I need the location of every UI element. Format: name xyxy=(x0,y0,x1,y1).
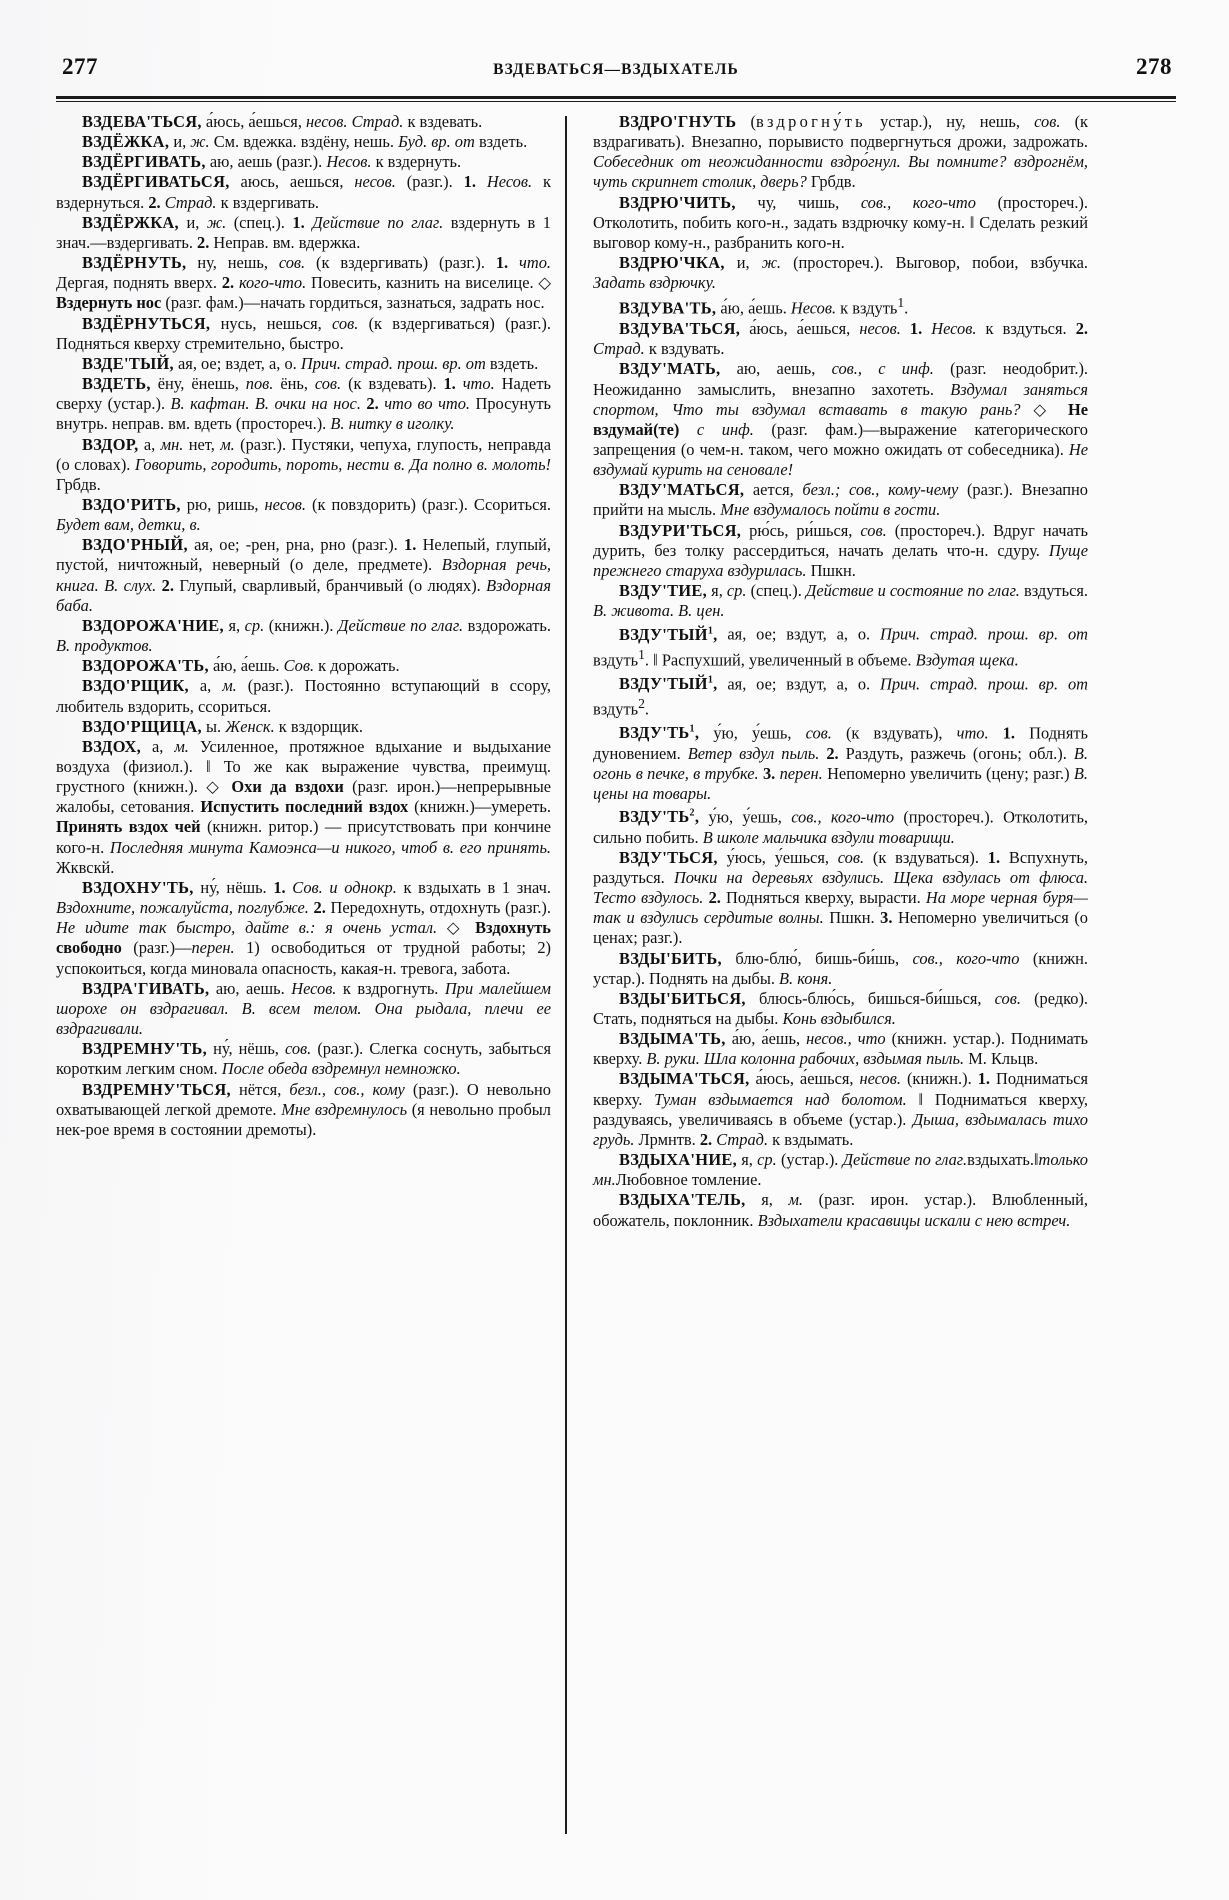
dictionary-entry: $ВЗДУ'ТЬ^1$, у́ю, у́ешь, сов. (к вздувать), что. 1. Поднять дуновением. Ветер вздул пыль. 2. Раздуть, разжечь (огонь; обл.). В. огонь в печке, в трубке. 3. перен. Непомерно увеличить (цену; разг.) В. цены на товары. xyxy=(593,723,1088,803)
dictionary-entry: ВЗДРЕМНУ'ТЬ, ну́, нёшь, сов. (разг.). Слегка соснуть, забыться коротким легким сном. После обеда вздремнул немножко. xyxy=(56,1039,551,1079)
dictionary-entry: ВЗДРЕМНУ'ТЬСЯ, нётся, безл., сов., кому (разг.). О невольно охватывающей легкой дремоте. Мне вздремнулось (я невольно пробыл нек-рое время в состоянии дремоты). xyxy=(56,1079,552,1139)
dictionary-entry: ВЗДЁРНУТЬ, ну, нешь, сов. (к вздергивать) (разг.). 1. что. Дергая, поднять вверх. 2. кого-что. Повесить, казнить на виселице. ◇ Вздернуть нос (разг. фам.)—начать гордиться, зазнаться, задрать нос. xyxy=(56,253,551,313)
dictionary-entry: ВЗДРЮ'ЧКА, и, ж. (простореч.). Выговор, побои, взбучка. Задать вздрючку. xyxy=(593,253,1088,293)
dictionary-entry: ВЗДРА'ГИВАТЬ, аю, аешь. Несов. к вздрогнуть. При малейшем шорохе он вздрагивал. В. всем телом. Она рыдала, плечи ее вздрагивали. xyxy=(56,978,551,1039)
folio-right: 278 xyxy=(1136,54,1172,79)
dictionary-entry: ВЗДРЮ'ЧИТЬ, чу, чишь, сов., кого-что (простореч.). Отколотить, побить кого-н., задать вздрючку кому-н. ‖ Сделать резкий выговор кому-н., разбранить кого-н. xyxy=(593,192,1088,252)
dictionary-entry: ВЗДОР, а, мн. нет, м. (разг.). Пустяки, чепуха, глупость, неправда (о словах). Говорить, городить, пороть, нести в. Да полно в. молоть! Грбдв. xyxy=(56,434,551,494)
dictionary-entry: ВЗДО'РНЫЙ, ая, ое; -рен, рна, рно (разг.). 1. Нелепый, глупый, пустой, ничтожный, неверный (о деле, предмете). Вздорная речь, книга. В. слух. 2. Глупый, сварливый, бранчивый (о людях). Вздорная баба. xyxy=(56,535,551,615)
dictionary-entry: ВЗДУРИ'ТЬСЯ, рю́сь, ри́шься, сов. (простореч.). Вдруг начать дурить, без толку рассердиться, начать делать что-н. сдуру. Пуще прежнего старуха вздурилась. Пшкн. xyxy=(593,520,1088,580)
dictionary-entry: ВЗДЕВА'ТЬСЯ, а́юсь, а́ешься, несов. Страд. к вздевать. xyxy=(82,112,483,131)
page-header xyxy=(56,54,1176,94)
dictionary-entry: ВЗДЕ'ТЫЙ, ая, ое; вздет, а, о. Прич. страд. прош. вр. от вздеть. xyxy=(82,353,539,373)
dictionary-entry: ВЗДОХНУ'ТЬ, ну́, нёшь. 1. Сов. и однокр. к вздыхать в 1 знач. Вздохните, пожалуйста, поглубже. 2. Передохнуть, отдохнуть (разг.). Не идите так быстро, дайте в.: я очень устал. ◇ Вздохнуть свободно (разг.)—перен. 1) освободиться от трудной работы; 2) успокоиться, когда миновала опасность, какая-н. тревога, забота. xyxy=(56,877,551,978)
folio-left: 277 xyxy=(62,54,98,79)
column-right xyxy=(567,112,1088,1838)
dictionary-entry: ВЗДУ'ТЫЙ$^1$, ая, ое; вздут, а, о. Прич. страд. прош. вр. от вздуть$^2$. xyxy=(593,674,1088,719)
dictionary-entry: ВЗДУ'ТИЕ, я, ср. (спец.). Действие и состояние по глаг. вздуться. В. живота. В. цен. xyxy=(593,581,1088,621)
dictionary-entry: ВЗДРО'ГНУТЬ (вздрогну́ть устар.), ну, нешь, сов. (к вздрагивать). Внезапно, порывисто подвергнуться дрожи, задрожать. Собеседник от неожиданности вздро́гнул. Вы помните? вздрогнём, чуть скрипнет столик, дверь? Грбдв. xyxy=(593,112,1089,192)
dictionary-entry: ВЗДЫХА'НИЕ, я, ср. (устар.). Действие по глаг.вздыхать.‖только мн.Любовное томление. xyxy=(593,1150,1088,1190)
dictionary-entry: ВЗДУВА'ТЬ, а́ю, а́ешь. Несов. к вздуть$^1$. xyxy=(619,295,909,318)
dictionary-entry: ВЗДО'РЩИК, а, м. (разг.). Постоянно вступающий в ссору, любитель вздорить, ссориться. xyxy=(56,676,551,716)
dictionary-entry: $ВЗДУ'ТЬ^2$, у́ю, у́ешь, сов., кого-что (простореч.). Отколотить, сильно побить. В школе мальчика вздули товарищи. xyxy=(593,807,1089,847)
dictionary-entry: ВЗДЁРНУТЬСЯ, нусь, нешься, сов. (к вздергиваться) (разг.). Подняться кверху стремительно, быстро. xyxy=(56,313,551,353)
dictionary-entry: ВЗДО'РЩИЦА, ы. Женск. к вздорщик. xyxy=(82,716,363,736)
dictionary-entry: ВЗДЁЖКА, и, ж. См. вдежка. вздёну, нешь. Буд. вр. от вздеть. xyxy=(82,132,528,152)
dictionary-entry: ВЗДЫМА'ТЬ, а́ю, а́ешь, несов., что (книжн. устар.). Поднимать кверху. В. руки. Шла колонна рабочих, вздымая пыль. М. Кльцв. xyxy=(593,1029,1089,1069)
dictionary-entry: ВЗДЫ'БИТЬ, блю-блю́, бишь-би́шь, сов., кого-что (книжн. устар.). Поднять на дыбы. В. коня. xyxy=(593,948,1089,988)
dictionary-entry: ВЗДУ'ТЫЙ$^1$, ая, ое; вздут, а, о. Прич. страд. прош. вр. от вздуть$^1$. ‖ Распухший, увеличенный в объеме. Вздутая щека. xyxy=(593,624,1088,670)
dictionary-entry: ВЗДУ'ТЬСЯ, у́юсь, у́ешься, сов. (к вздуваться). 1. Вспухнуть, раздуться. Почки на деревьях вздулись. Щека вздулась от флюса. Тесто вздулось. 2. Подняться кверху, вырасти. На море черная буря—так и вздулись сердитые волны. Пшкн. 3. Непомерно увеличиться (о ценах; разг.). xyxy=(593,847,1088,948)
dictionary-entry: ВЗДЁРЖКА, и, ж. (спец.). 1. Действие по глаг. вздернуть в 1 знач.—вздергивать. 2. Неправ. вм. вдержка. xyxy=(56,212,551,252)
dictionary-entry: ВЗДЁРГИВАТЬ, аю, аешь (разг.). Несов. к вздернуть. xyxy=(82,152,462,172)
dictionary-entry: ВЗДУВА'ТЬСЯ, а́юсь, а́ешься, несов. 1. Несов. к вздуться. 2. Страд. к вздувать. xyxy=(593,319,1088,359)
dictionary-page xyxy=(56,54,1176,1844)
header-rule xyxy=(56,96,1176,102)
dictionary-entry: ВЗДО'РИТЬ, рю, ришь, несов. (к повздорить) (разг.). Ссориться. Будет вам, детки, в. xyxy=(56,494,551,535)
dictionary-entry: ВЗДЁРГИВАТЬСЯ, аюсь, аешься, несов. (разг.). 1. Несов. к вздернуться. 2. Страд. к вздергивать. xyxy=(56,172,552,212)
dictionary-entry: ВЗДЫМА'ТЬСЯ, а́юсь, а́ешься, несов. (книжн.). 1. Подниматься кверху. Туман вздымается над болотом. ‖ Подниматься кверху, раздуваясь, увеличиваясь в объеме (устар.). Дыша, вздымалась тихо грудь. Лрмнтв. 2. Страд. к вздымать. xyxy=(593,1069,1089,1149)
dictionary-entry: ВЗДОРОЖА'НИЕ, я, ср. (книжн.). Действие по глаг. вздорожать. В. продуктов. xyxy=(56,615,551,656)
dictionary-entry: ВЗДЕТЬ, ёну, ёнешь, пов. ёнь, сов. (к вздевать). 1. что. Надеть сверху (устар.). В. кафтан. В. очки на нос. 2. что во что. Просунуть внутрь. неправ. вм. вдеть (простореч.). В. нитку в иголку. xyxy=(56,374,551,434)
column-left xyxy=(56,112,565,1838)
dictionary-entry: ВЗДЫ'БИТЬСЯ, блюсь-блю́сь, бишься-би́шься, сов. (редко). Стать, подняться на дыбы. Конь вздыбился. xyxy=(593,988,1088,1028)
columns-container xyxy=(56,112,1176,1838)
dictionary-entry: ВЗДУ'МАТЬ, аю, аешь, сов., с инф. (разг. неодобрит.). Неожиданно замыслить, внезапно захотеть. Вздумал заняться спортом, Что ты вздумал вставать в такую рань? ◇ Не вздумай(те) с инф. (разг. фам.)—выражение категорического запрещения (о чем-н. таком, чего можно ожидать от собеседника). Не вздумай курить на сеновале! xyxy=(593,359,1089,480)
dictionary-entry: ВЗДОРОЖА'ТЬ, а́ю, а́ешь. Сов. к дорожать. xyxy=(82,656,400,676)
dictionary-entry: ВЗДОХ, а, м. Усиленное, протяжное вдыхание и выдыхание воздуха (физиол.). ‖ То же как выражение чувства, преимущ. грустного (книжн.). ◇ Охи да вздохи (разг. ирон.)—непрерывные жалобы, сетования. Испустить последний вздох (книжн.)—умереть. Принять вздох чей (книжн. ритор.) — присутствовать при кончине кого-н. Последняя минута Камоэнса—и никого, чтоб в. его принять. Жквскй. xyxy=(56,736,551,877)
running-head: ВЗДЕВАТЬСЯ—ВЗДЫХАТЕЛЬ xyxy=(493,61,739,78)
dictionary-entry: ВЗДУ'МАТЬСЯ, ается, безл.; сов., кому-чему (разг.). Внезапно прийти на мысль. Мне вздумалось пойти в гости. xyxy=(593,480,1088,520)
dictionary-entry: ВЗДЫХА'ТЕЛЬ, я, м. (разг. ирон. устар.). Влюбленный, обожатель, поклонник. Вздыхатели красавицы искали с нею встреч. xyxy=(593,1190,1088,1230)
